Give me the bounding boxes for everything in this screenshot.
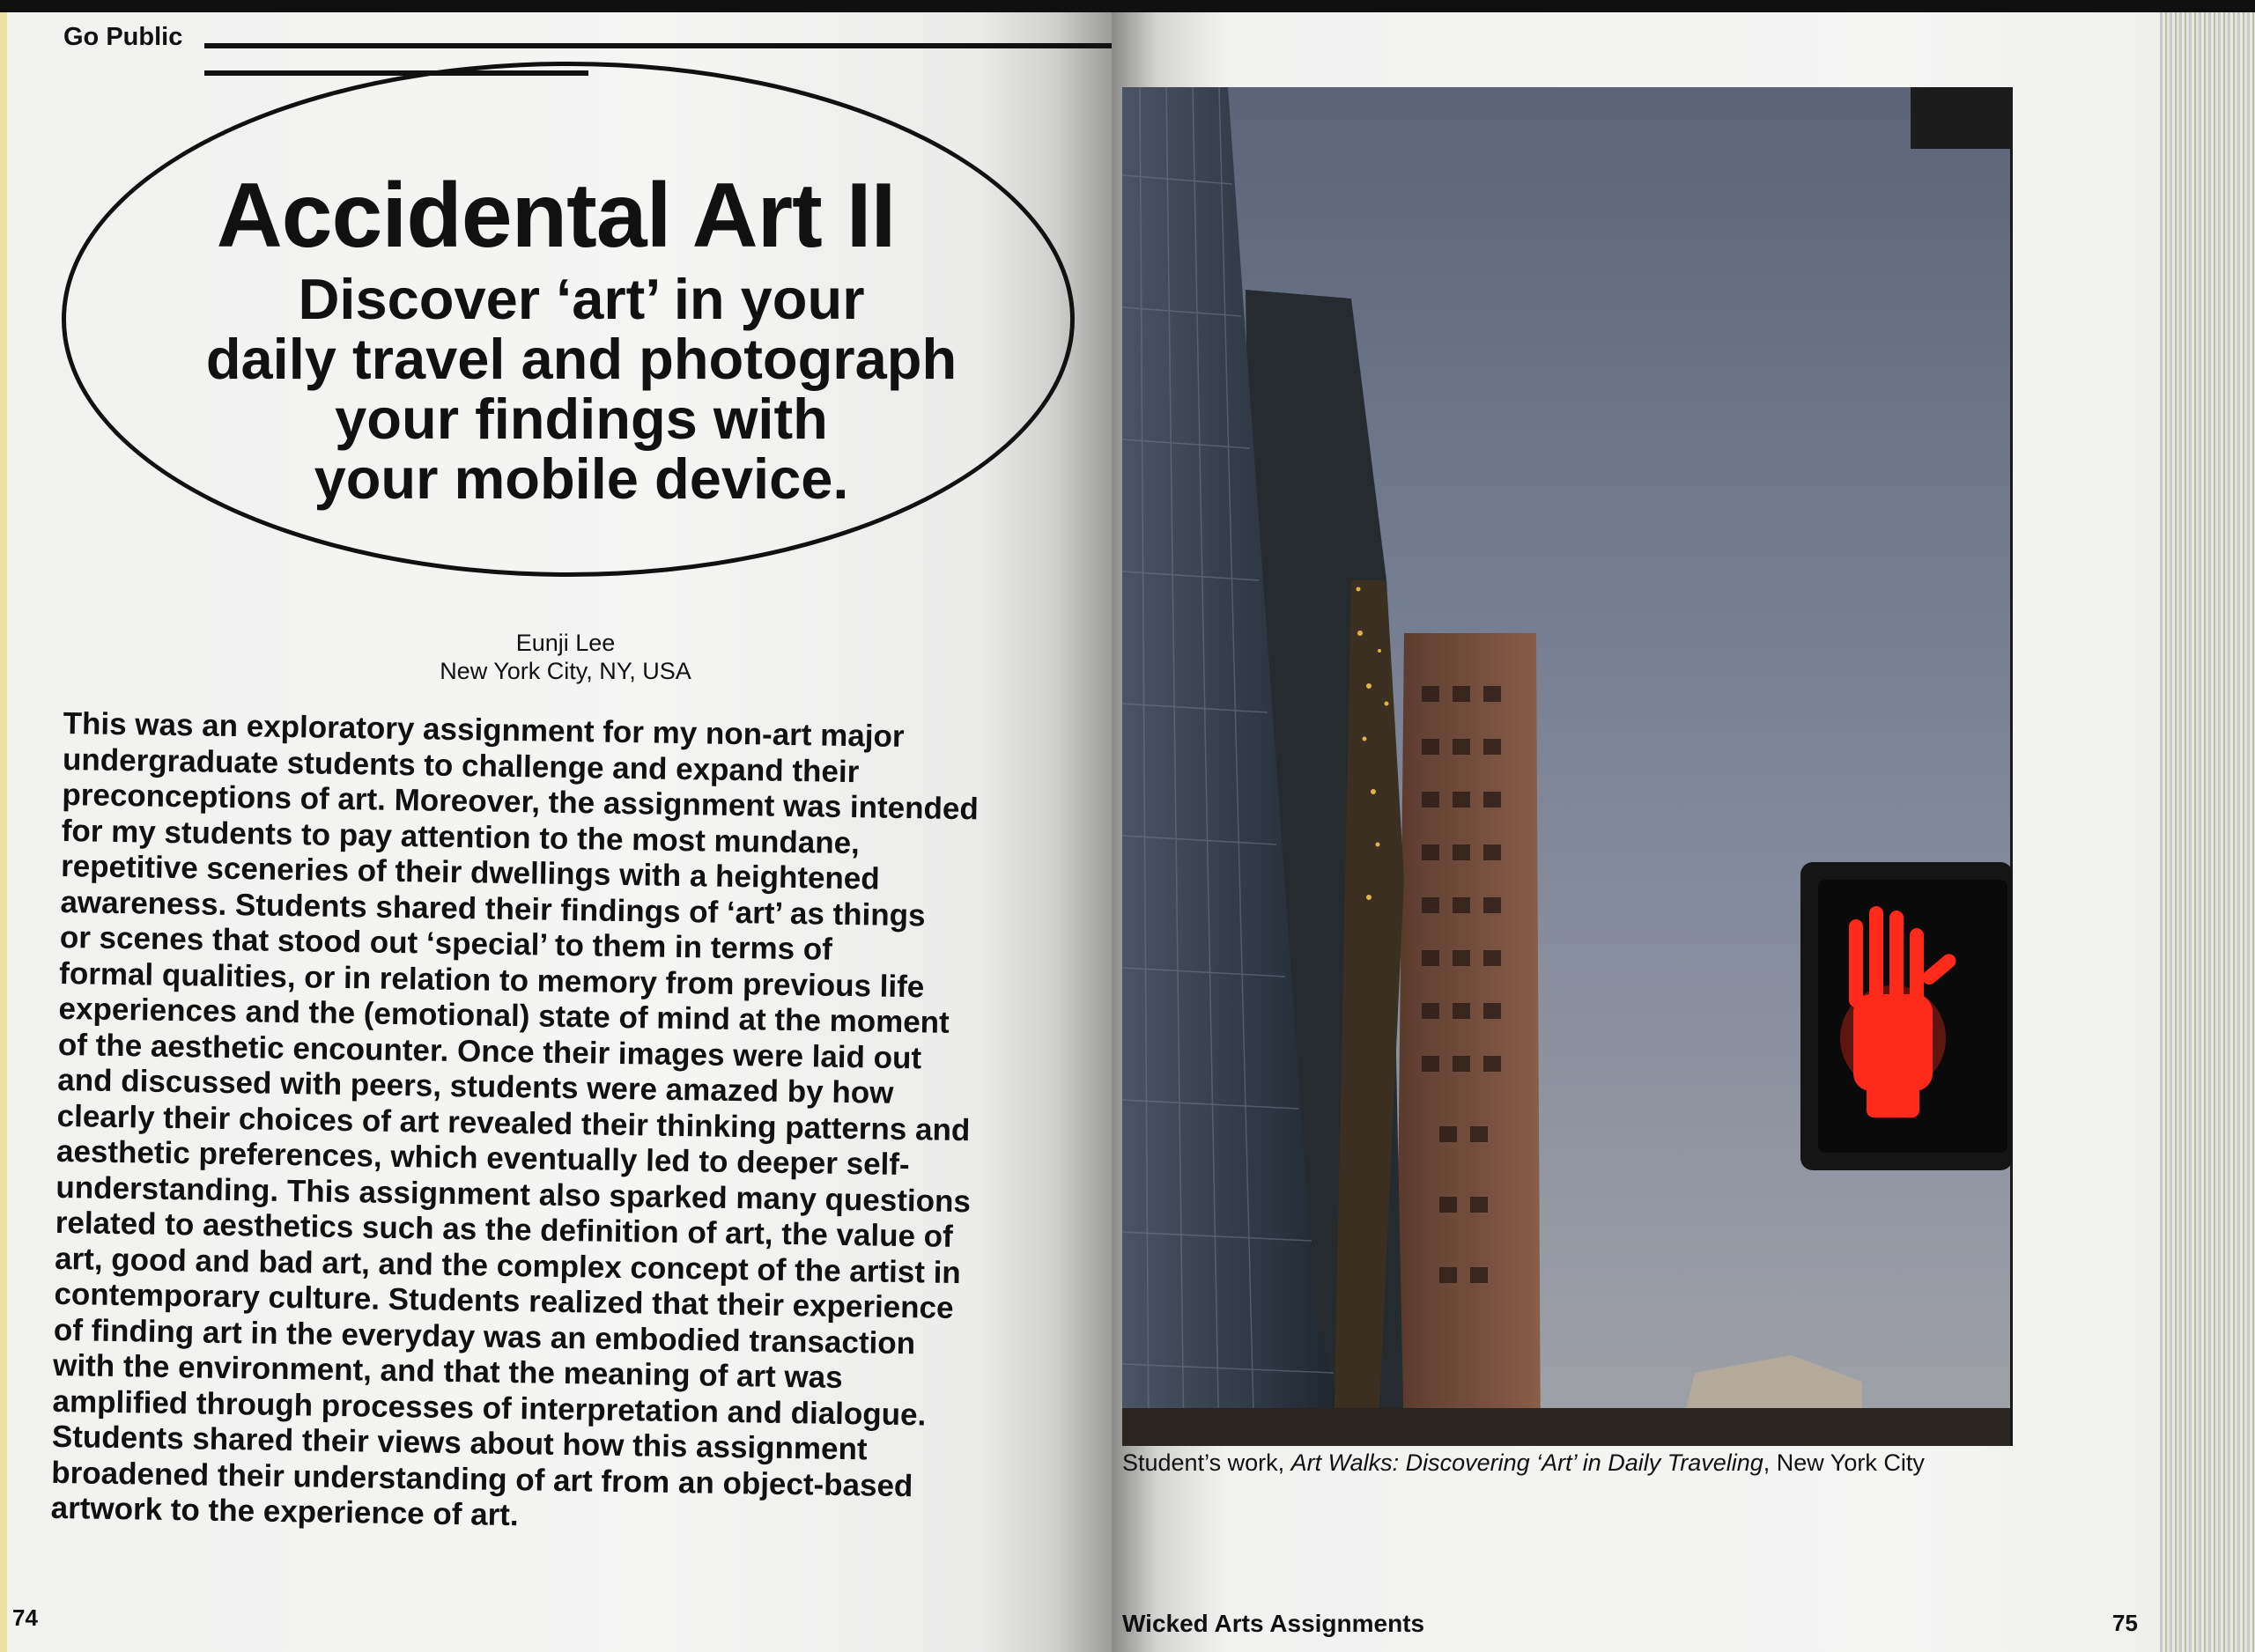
body-line: experiences and the (emotional) state of mind at the moment xyxy=(58,991,950,1040)
street-photo xyxy=(1122,87,2013,1446)
photo-caption xyxy=(1122,1449,2021,1477)
body-line: preconceptions of art. Moreover, the assignment was intended xyxy=(62,777,980,827)
body-line: art, good and bad art, and the complex concept of the artist in xyxy=(54,1241,962,1290)
body-line: awareness. Students shared their findings of ‘art’ as things xyxy=(60,884,926,933)
body-line: aesthetic preferences, which eventually led to deeper self- xyxy=(55,1133,910,1183)
author-block xyxy=(381,629,750,685)
body-line: of the aesthetic encounter. Once their images were laid out xyxy=(57,1027,922,1075)
body-line: related to aesthetics such as the definition of art, the value of xyxy=(55,1205,954,1254)
caption-work-title: Art Walks: Discovering ‘Art’ in Daily Traveling xyxy=(1290,1449,1763,1476)
running-head: Go Public xyxy=(63,23,183,51)
page-number-left: 74 xyxy=(12,1604,38,1631)
body-line: of finding art in the everyday was an embodied transaction xyxy=(53,1312,916,1361)
body-line: with the environment, and that the meaning of art was xyxy=(52,1347,843,1395)
book-spread xyxy=(0,12,2255,1652)
body-line: This was an exploratory assignment for my non-art major xyxy=(63,706,905,754)
body-line: or scenes that stood out ‘special’ to them in terms of xyxy=(59,919,833,967)
body-line: artwork to the experience of art. xyxy=(50,1490,519,1533)
body-line: clearly their choices of art revealed their thinking patterns and xyxy=(56,1098,971,1147)
body-line: repetitive sceneries of their dwellings with a heightened xyxy=(60,848,881,896)
body-text xyxy=(50,706,1040,1542)
subtitle-line: Discover ‘art’ in your xyxy=(298,267,865,331)
article-subtitle xyxy=(141,269,1022,509)
body-line: for my students to pay attention to the most mundane, xyxy=(61,813,861,860)
body-line: amplified through processes of interpretation and dialogue. xyxy=(52,1383,927,1432)
body-line: contemporary culture. Students realized that their experience xyxy=(54,1276,954,1325)
body-line: undergraduate students to challenge and expand their xyxy=(62,741,860,789)
caption-prefix: Student’s work, xyxy=(1122,1449,1291,1476)
body-line: formal qualities, or in relation to memory from previous life xyxy=(58,955,925,1004)
article-title: Accidental Art II xyxy=(216,165,896,267)
caption-location: , New York City xyxy=(1763,1449,1925,1476)
header-rule xyxy=(204,43,1116,48)
running-foot: Wicked Arts Assignments xyxy=(1122,1610,1425,1637)
body-line: and discussed with peers, students were amazed by how xyxy=(57,1062,894,1110)
body-line: understanding. This assignment also sparked many questions xyxy=(55,1169,972,1219)
author-name: Eunji Lee xyxy=(515,630,616,656)
subtitle-line: your mobile device. xyxy=(314,446,849,511)
left-page xyxy=(0,12,1112,1652)
page-number-right: 75 xyxy=(2112,1610,2138,1636)
page-edges xyxy=(2160,12,2255,1652)
subtitle-line: your findings with xyxy=(335,387,828,451)
body-line: broadened their understanding of art from an object-based xyxy=(51,1455,913,1503)
author-location: New York City, NY, USA xyxy=(440,658,691,684)
body-line: Students shared their views about how this assignment xyxy=(51,1419,868,1467)
subtitle-line: daily travel and photograph xyxy=(205,327,957,391)
